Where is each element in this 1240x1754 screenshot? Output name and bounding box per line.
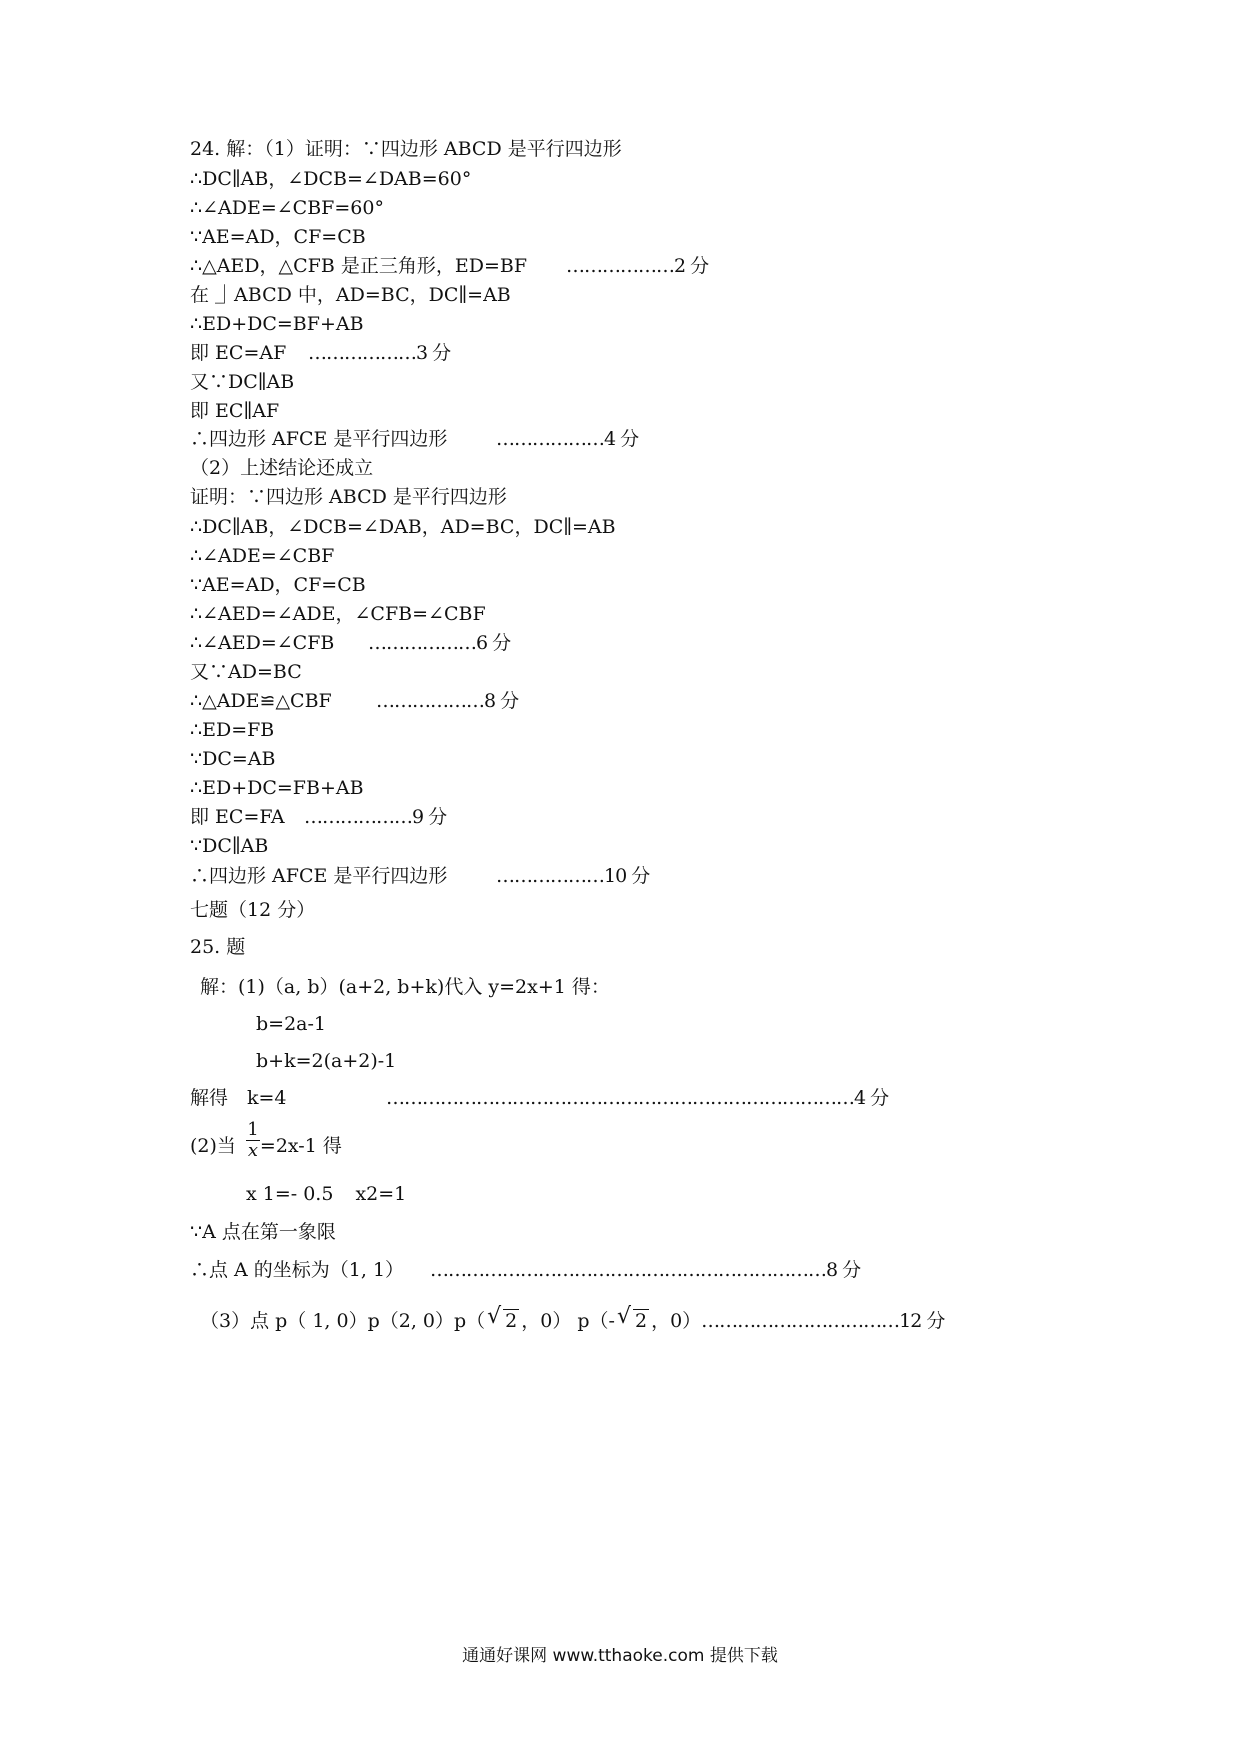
fraction-1-over-x: $\frac{1}{x}$: [247, 1119, 259, 1161]
q25-eq2: b+k=2(a+2)-1: [256, 1050, 397, 1072]
section-title: 七题（12 分）: [190, 899, 316, 921]
q24-line-24: 即 EC=FA ………………9 分: [190, 806, 447, 828]
q24-line-22: ∵DC=AB: [190, 748, 276, 770]
q24-line-4: ∵AE=AD，CF=CB: [190, 226, 366, 248]
q24-line-12: （2）上述结论还成立: [190, 457, 374, 479]
q24-line-10: 即 EC∥AF: [190, 400, 280, 422]
score-marker: ……………………………12 分: [701, 1310, 945, 1332]
footer-credit: 通通好课网 www.tthaoke.com 提供下载: [462, 1646, 778, 1666]
q25-title: 25. 题: [190, 936, 246, 958]
q24-line-8: 即 EC=AF ………………3 分: [190, 342, 451, 364]
score-marker: ………………9 分: [304, 806, 447, 828]
q24-line-17: ∴∠AED=∠ADE，∠CFB=∠CBF: [190, 603, 486, 625]
q24-line-7: ∴ED+DC=BF+AB: [190, 313, 364, 335]
q24-line-3: ∴∠ADE=∠CBF=60°: [190, 197, 384, 219]
score-marker: ………………3 分: [308, 342, 451, 364]
q25-part3: （3）点 p（ 1, 0）p（2, 0）p（ √ 2 ，0） p（- √ 2 ，0）……………………………12 分: [200, 1304, 945, 1332]
q24-line-1: 24. 解：（1）证明：∵四边形 ABCD 是平行四边形: [190, 138, 622, 160]
sqrt-symbol: √ 2: [487, 1304, 518, 1332]
q25-eq1: b=2a-1: [256, 1013, 327, 1035]
q24-line-26: ∴四边形 AFCE 是平行四边形 ………………10 分: [190, 865, 650, 887]
q25-quadrant: ∵A 点在第一象限: [190, 1221, 336, 1243]
q24-line-25: ∵DC∥AB: [190, 835, 269, 857]
q25-roots: x 1=- 0.5 x2=1: [246, 1183, 407, 1205]
q24-line-23: ∴ED+DC=FB+AB: [190, 777, 364, 799]
q25-part2: (2)当 =2x-1 得: [190, 1135, 342, 1157]
score-marker: ………………8 分: [376, 690, 519, 712]
q25-coord: ∴点 A 的坐标为（1, 1） …………………………………………………………8 分: [190, 1259, 861, 1281]
q24-line-11: ∴四边形 AFCE 是平行四边形 ………………4 分: [190, 428, 639, 450]
sqrt-symbol: √ 2: [616, 1304, 648, 1332]
score-marker: …………………………………………………………8 分: [430, 1259, 861, 1281]
score-marker: ………………4 分: [496, 428, 639, 450]
q24-line-20: ∴△ADE≌△CBF ………………8 分: [190, 690, 519, 712]
q24-line-5: ∴△AED，△CFB 是正三角形，ED=BF ………………2 分: [190, 255, 709, 277]
q24-line-2: ∴DC∥AB，∠DCB=∠DAB=60°: [190, 168, 472, 190]
score-marker: ………………2 分: [566, 255, 709, 277]
score-marker: ………………10 分: [496, 865, 650, 887]
q24-line-19: 又∵AD=BC: [190, 661, 302, 683]
q24-line-18: ∴∠AED=∠CFB ………………6 分: [190, 632, 511, 654]
q25-result: 解得 k=4 ……………………………………………………………………4 分: [190, 1087, 889, 1109]
q24-line-14: ∴DC∥AB，∠DCB=∠DAB，AD=BC，DC∥=AB: [190, 516, 616, 538]
q24-line-9: 又∵DC∥AB: [190, 371, 295, 393]
q24-line-13: 证明：∵四边形 ABCD 是平行四边形: [190, 486, 507, 508]
q25-intro: 解：(1)（a, b）(a+2, b+k)代入 y=2x+1 得：: [200, 976, 610, 998]
score-marker: ……………………………………………………………………4 分: [386, 1087, 889, 1109]
q24-line-6: 在 ⏌ABCD 中，AD=BC，DC∥=AB: [190, 284, 511, 306]
score-marker: ………………6 分: [368, 632, 511, 654]
q24-line-16: ∵AE=AD，CF=CB: [190, 574, 366, 596]
q24-line-21: ∴ED=FB: [190, 719, 275, 741]
q24-line-15: ∴∠ADE=∠CBF: [190, 545, 335, 567]
